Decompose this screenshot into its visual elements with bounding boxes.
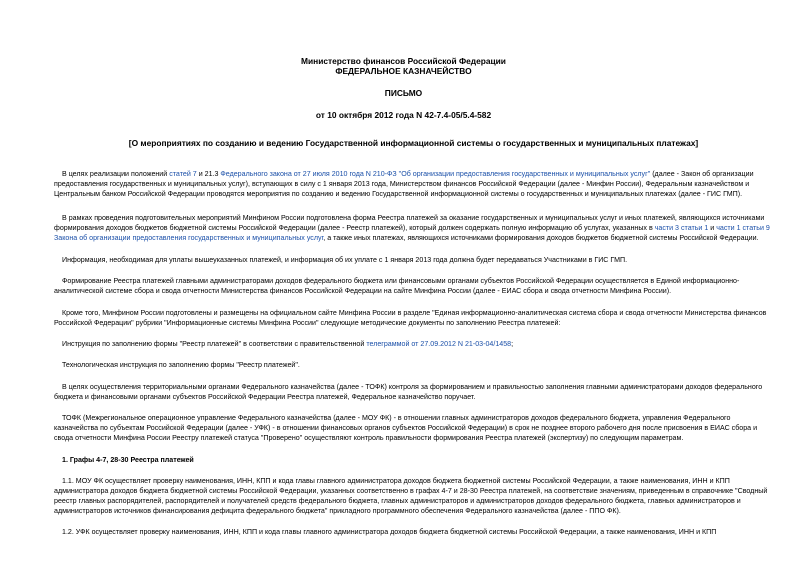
text: и 21.3 [196, 170, 221, 178]
text: (далее - Закон об организации [650, 170, 754, 178]
paragraph-9-line-3: свода отчетности Минфина России Реестру платежей статуса "Проверено" осуществляют контроль правильности формирования Реестра платежей (экспертизу) по следующим параметрам. [54, 434, 684, 442]
text: , а также иных платежах, являющихся источниками формирования доходов бюджетов бюджетной системы Российской Федерации. [323, 234, 759, 242]
paragraph-3: Информация, необходимая для уплаты вышеуказанных платежей, и информация об их уплате с 1 января 2013 года должна будет передаваться Участниками в ГИС ГМП. [62, 256, 628, 264]
document-type: ПИСЬМО [384, 88, 423, 98]
link-telegram[interactable]: телеграммой от 27.09.2012 N 21-03-04/1458 [366, 340, 512, 348]
text: формирования доходов бюджетов бюджетной системы Российской Федерации (далее - Реестр платежей), который должен содержать полную информацию об услугах, указанных в [54, 224, 655, 232]
link-part-1-article-9[interactable]: части 1 статьи 9 [716, 224, 770, 232]
paragraph-10-line-4: администраторов источников финансирования дефицита федерального бюджета" прикладного программного обеспечения Федерального казначейства (далее - ППО ФК). [54, 507, 621, 515]
paragraph-1-line-3: Центральным банком Российской Федерации проводятся мероприятия по созданию и ведению Государственной информационной системы о государственных и муниципальных платежах (далее - ГИС ГМП). [54, 190, 743, 198]
paragraph-5-line-2: Российской Федерации" рубрики "Информационные системы Минфина России" следующие методические документы по заполнению Реестра платежей: [54, 319, 561, 327]
paragraph-5-line-1: Кроме того, Минфином России подготовлены и размещены на официальном сайте Минфина России в разделе "Единая информационно-аналитическая система сбора и свода отчетности Министерства финансов [62, 309, 767, 317]
ministry-name: Министерство финансов Российской Федерации [301, 56, 506, 66]
link-article-7[interactable]: статей 7 [169, 170, 197, 178]
paragraph-9-line-1: ТОФК (Межрегиональное операционное управление Федерального казначейства (далее - МОУ ФК) - в отношении главных администраторов доходов федерального бюджета, управления Федерального [62, 414, 731, 422]
text: Инструкция по заполнению формы "Реестр платежей" в соответствии с правительственной [62, 340, 367, 348]
section-1-heading: 1. Графы 4-7, 28-30 Реестра платежей [62, 456, 194, 464]
paragraph-8-line-2: бюджета и финансовыми органами субъектов Российской Федерации Реестра платежей, Федеральное казначейство поручает. [54, 393, 476, 401]
paragraph-4-line-1: Формирование Реестра платежей главными администраторами доходов федерального бюджета или финансовыми органами субъектов Российской Федерации осуществляется в Единой информационно- [62, 277, 740, 285]
link-part-3-article-1[interactable]: части 3 статьи 1 [654, 224, 709, 232]
paragraph-6 [62, 340, 800, 349]
paragraph-2-line-1: В рамках проведения подготовительных мероприятий Минфином России подготовлена форма Реестра платежей за оказание государственных и муниципальных услуг и иных платежей, являющихся источниками [62, 214, 765, 222]
paragraph-4-line-2: аналитической системе сбора и свода отчетности Министерства финансов Российской Федерации на сайте Минфина России (далее - ЕИАС сбора и свода отчетности Минфина России). [54, 287, 672, 295]
paragraph-10-line-3: реестр главных распорядителей, распорядителей и получателей средств федерального бюджета, главных администраторов и администраторов доходов федерального бюджета, главных администраторов и [54, 497, 741, 505]
paragraph-11-line-1: 1.2. УФК осуществляет проверку наименования, ИНН, КПП и кода главы главного администратора доходов бюджета бюджетной системы Российской Федерации, а также наименования, ИНН и КПП [62, 528, 717, 536]
paragraph-10-line-1: 1.1. МОУ ФК осуществляет проверку наименования, ИНН, КПП и кода главы главного администратора доходов бюджета бюджетной системы Российской Федерации, а также наименования, ИНН и КПП [62, 477, 730, 485]
document-title: [О мероприятиях по созданию и ведению Государственной информационной системы о государственных и муниципальных платежах] [128, 138, 699, 148]
link-federal-law-210[interactable]: Федерального закона от 27 июля 2010 года N 210-ФЗ "Об организации предоставления государственных и муниципальных услуг" [220, 170, 651, 178]
paragraph-2-line-2 [54, 224, 800, 233]
link-law-organization-services[interactable]: Закона об организации предоставления государственных и муниципальных услуг [54, 234, 324, 242]
paragraph-2-line-3 [54, 234, 800, 243]
paragraph-10-line-2: администратора доходов бюджета бюджетной системы Российской Федерации, указанных соответственно в графах 4-7 и 28-30 Реестра платежей, на соответствие значениям, приведенным в справочнике "Сводный [54, 487, 768, 495]
document-date-number: от 10 октября 2012 года N 42-7.4-05/5.4-582 [315, 110, 492, 120]
paragraph-9-line-2: казначейства по субъектам Российской Федерации (далее - УФК) - в отношении финансовых органов субъектов Российской Федерации) в срок не позднее второго рабочего дня после присвоения в ЕИАС сбора и [54, 424, 758, 432]
text: ; [511, 340, 514, 348]
paragraph-7: Технологическая инструкция по заполнению формы "Реестр платежей". [62, 361, 300, 369]
agency-name: ФЕДЕРАЛЬНОЕ КАЗНАЧЕЙСТВО [335, 66, 472, 76]
text: и [708, 224, 717, 232]
paragraph-8-line-1: В целях осуществления территориальными органами Федерального казначейства (далее - ТОФК) контроля за формированием и правильностью заполнения главными администраторами доходов федерального [62, 383, 763, 391]
paragraph-1-line-1 [54, 170, 800, 179]
text: В целях реализации положений [62, 170, 170, 178]
paragraph-1-line-2: предоставления государственных и муниципальных услуг), вступающих в силу с 1 января 2013 года, Министерством финансов Российской Федерации (далее - Минфин России), Федеральным казначейством и [54, 180, 750, 188]
